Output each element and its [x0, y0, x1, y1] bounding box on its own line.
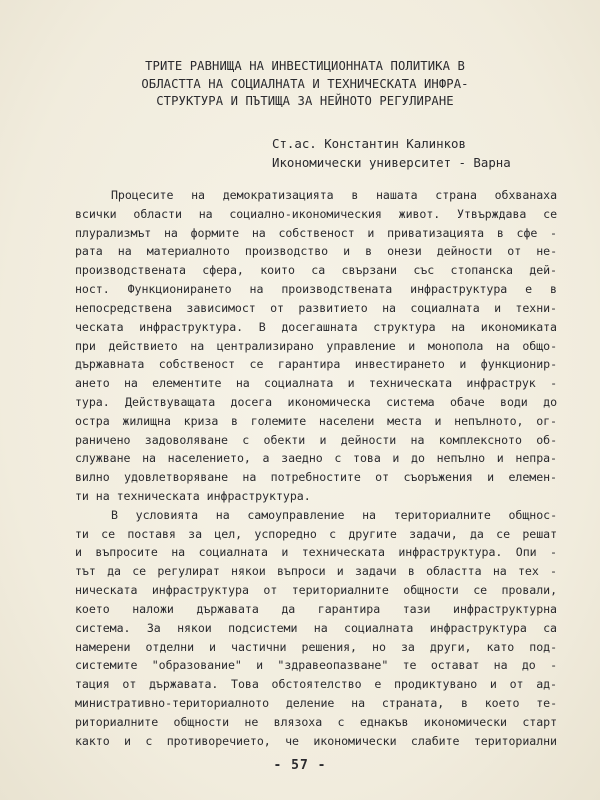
text-line: ническата инфраструктура от териториалните общности се провали, — [75, 583, 557, 598]
title-line: СТРУКТУРА И ПЪТИЩА ЗА НЕЙНОТО РЕГУЛИРАНЕ — [156, 94, 454, 109]
author-name: Ст.ас. Константин Калинков — [272, 136, 466, 151]
title-line: ТРИТЕ РАВНИЩА НА ИНВЕСТИЦИОННАТА ПОЛИТИКА В — [145, 59, 465, 73]
text-line: и въпросите на социалната и техническата инфраструктура. Опи - — [75, 545, 557, 560]
text-line: В условията на самоуправление на териториалните общнос- — [111, 507, 557, 522]
text-line: плурализмът на формите на собственост и приватизацията в сфе - — [75, 225, 557, 240]
text-line: намерени отделни и частични решения, но за други, като под- — [75, 639, 557, 654]
text-line: служване на населението, а заедно с това и до непълно и непра- — [75, 451, 557, 466]
text-line: което наложи държавата да гарантира тази инфраструктурна — [75, 601, 557, 616]
text-line: риториалните общности не влязоха с еднакъв икономически старт — [75, 714, 557, 729]
text-line: рата на материалното производство и в онези дейности от не- — [75, 244, 557, 259]
text-line: системите "образование" и "здравеопазване" те остават на до - — [75, 658, 557, 673]
text-line: система. За някои подсистеми на социалната инфраструктура са — [75, 620, 557, 635]
text-line: непосредствена зависимост от развитието на социалната и техни- — [75, 300, 557, 315]
text-line: ческата инфраструктура. В досегашната структура на икономиката — [75, 319, 557, 334]
text-line: ност. Функционирането на производствената инфраструктура е в — [75, 282, 557, 297]
text-line: всички области на социално-икономическия живот. Утвърждава се — [75, 206, 557, 221]
text-line: производствената сфера, които са свързани със стопанска дей- — [75, 263, 557, 278]
text-line: тация от държавата. Това обстоятелство е продиктувано и от ад- — [75, 677, 557, 692]
page-number: - 57 - — [273, 758, 327, 773]
author-block — [272, 134, 511, 172]
body-text — [75, 186, 557, 750]
text-line: Процесите на демократизацията в нашата страна обхванаха — [111, 188, 557, 202]
text-line: раничено задоволяване с обекти и дейности на комплексното об- — [75, 432, 557, 447]
text-line: при действието на централизирано управление и монопола на общо- — [75, 338, 557, 353]
text-line: тът да се регулират някои въпроси и задачи в областта на тех - — [75, 564, 557, 579]
paragraph-1 — [75, 186, 557, 506]
text-line: държавната собственост се гарантира инвестирането и функционир- — [75, 357, 557, 372]
title-line: ОБЛАСТТА НА СОЦИАЛНАТА И ТЕХНИЧЕСКАТА ИНФРА- — [141, 76, 469, 91]
text-line: ането на елементите на социалната и техническата инфраструк - — [75, 376, 557, 391]
article-title — [95, 58, 515, 111]
text-line: вилно удовлетворяване на потребностите от съоръжения и елемен- — [75, 470, 557, 485]
text-line: както и с противоречието, че икономически слабите териториални — [75, 733, 557, 748]
text-line: остра жилищна криза в големите населени места и непълното, ог- — [75, 413, 557, 428]
author-affiliation: Икономически университет - Варна — [272, 155, 511, 170]
text-line: ти на техническата инфраструктура. — [75, 489, 311, 503]
text-line: министративно-териториалното деление на страната, в което те- — [75, 695, 557, 710]
paragraph-2 — [75, 506, 557, 751]
text-line: ти се поставя за цел, успоредно с другите задачи, да се решат — [75, 526, 557, 541]
text-line: тура. Действуващата досега икономическа система обаче води до — [75, 394, 557, 409]
